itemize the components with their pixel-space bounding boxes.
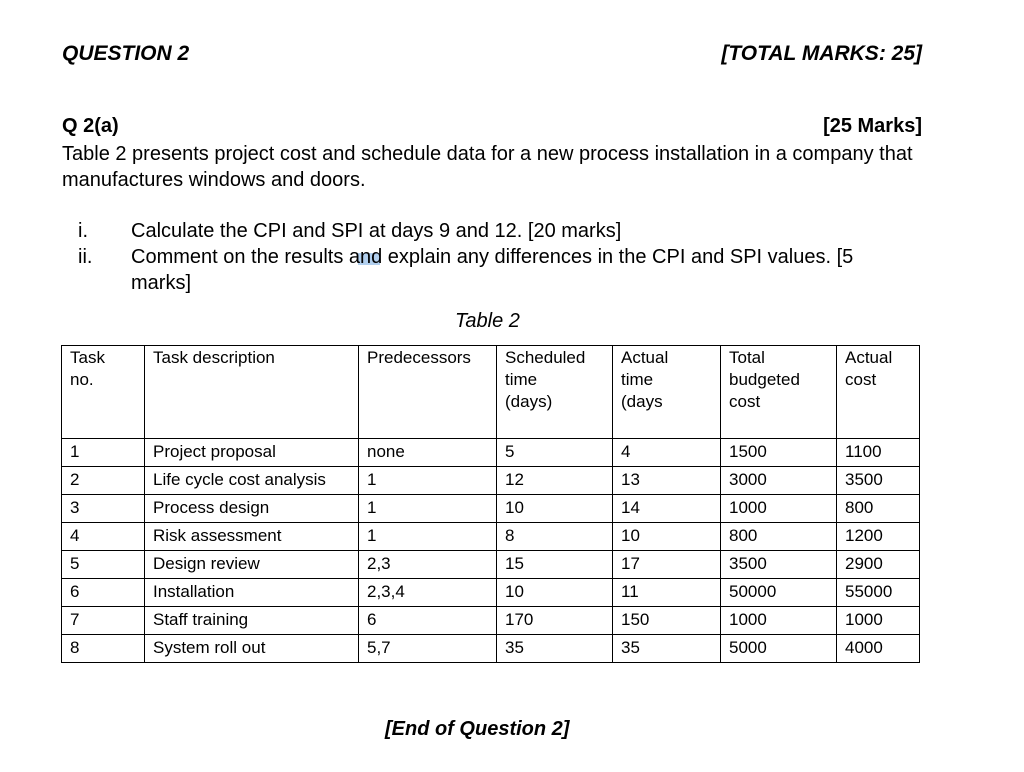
table-cell: 50000 <box>721 579 837 607</box>
table-cell: 12 <box>497 467 613 495</box>
table-row <box>62 607 920 635</box>
table-header-cell <box>497 346 613 439</box>
table-cell: 2 <box>62 467 145 495</box>
table-cell: 1000 <box>837 607 920 635</box>
table-cell: 170 <box>497 607 613 635</box>
table-cell: 15 <box>497 551 613 579</box>
header-line: time <box>505 370 538 389</box>
table-cell: 5 <box>497 439 613 467</box>
table-cell: 2900 <box>837 551 920 579</box>
list-item-number: i. <box>78 220 88 242</box>
table-cell: Staff training <box>145 607 359 635</box>
table-cell: 3000 <box>721 467 837 495</box>
table-cell: 17 <box>613 551 721 579</box>
table-cell: 5,7 <box>359 635 497 663</box>
table-header-cell <box>145 346 359 439</box>
header-line: Predecessors <box>367 348 471 367</box>
table-cell: 14 <box>613 495 721 523</box>
header-line: (days <box>621 392 663 411</box>
table-cell: 2,3 <box>359 551 497 579</box>
table-row <box>62 579 920 607</box>
table-cell: 4 <box>613 439 721 467</box>
table-cell: 4000 <box>837 635 920 663</box>
table-cell: 1 <box>359 523 497 551</box>
header-line: (days) <box>505 392 553 411</box>
table-row <box>62 495 920 523</box>
header-line: Total <box>729 348 765 367</box>
end-note: [End of Question 2] <box>385 718 570 740</box>
table-cell: 10 <box>613 523 721 551</box>
table-cell: Process design <box>145 495 359 523</box>
table-header-row <box>62 346 920 439</box>
question-title: QUESTION 2 <box>62 42 190 65</box>
table-cell: 10 <box>497 495 613 523</box>
table-row <box>62 467 920 495</box>
intro-paragraph: Table 2 presents project cost and schedule data for a new process installation in a company that manufactures windows and doors. <box>62 143 913 191</box>
table-cell: 1000 <box>721 607 837 635</box>
table-row <box>62 439 920 467</box>
part-label: Q 2(a) <box>62 115 119 137</box>
table-cell: 8 <box>497 523 613 551</box>
table-cell: Risk assessment <box>145 523 359 551</box>
data-table <box>61 345 920 663</box>
list-item-text: Calculate the CPI and SPI at days 9 and 12. [20 marks] <box>131 220 622 242</box>
table-cell: 5 <box>62 551 145 579</box>
header-line: no. <box>70 370 94 389</box>
table-cell: 1 <box>62 439 145 467</box>
table-row <box>62 523 920 551</box>
table-cell: 55000 <box>837 579 920 607</box>
table-cell: Installation <box>145 579 359 607</box>
table-cell: 6 <box>359 607 497 635</box>
table-cell: 13 <box>613 467 721 495</box>
table-header-cell <box>359 346 497 439</box>
table-cell: 3 <box>62 495 145 523</box>
table-cell: 11 <box>613 579 721 607</box>
table-cell: 150 <box>613 607 721 635</box>
table-cell: Life cycle cost analysis <box>145 467 359 495</box>
header-line: Actual <box>845 348 893 367</box>
table-cell: 5000 <box>721 635 837 663</box>
table-cell: System roll out <box>145 635 359 663</box>
table-row <box>62 635 920 663</box>
table-cell: Project proposal <box>145 439 359 467</box>
table-caption: Table 2 <box>455 310 520 332</box>
header-line: time <box>621 370 654 389</box>
table-cell: 6 <box>62 579 145 607</box>
table-row <box>62 551 920 579</box>
table-cell: 4 <box>62 523 145 551</box>
table-cell: 10 <box>497 579 613 607</box>
table-header-cell <box>721 346 837 439</box>
table-cell: 1200 <box>837 523 920 551</box>
table-body <box>62 439 920 663</box>
table-cell: 1 <box>359 467 497 495</box>
header-line: budgeted <box>729 370 800 389</box>
list-item-text: Comment on the results and explain any differences in the CPI and SPI values. [5 marks] <box>131 246 854 294</box>
table-cell: 800 <box>721 523 837 551</box>
table-cell: 1100 <box>837 439 920 467</box>
table-cell: 1500 <box>721 439 837 467</box>
table-cell: 8 <box>62 635 145 663</box>
header-line: cost <box>729 392 761 411</box>
table-cell: 35 <box>613 635 721 663</box>
table-header-cell <box>837 346 920 439</box>
table-cell: 800 <box>837 495 920 523</box>
total-marks: [TOTAL MARKS: 25] <box>721 42 922 65</box>
header-line: Scheduled <box>505 348 586 367</box>
table-header-cell <box>62 346 145 439</box>
table-cell: 3500 <box>837 467 920 495</box>
table-cell: 2,3,4 <box>359 579 497 607</box>
table-cell: 1000 <box>721 495 837 523</box>
table-cell: Design review <box>145 551 359 579</box>
table-cell: 1 <box>359 495 497 523</box>
table-cell: none <box>359 439 497 467</box>
header-line: cost <box>845 370 877 389</box>
header-line: Actual <box>621 348 669 367</box>
part-marks: [25 Marks] <box>823 115 922 137</box>
table-header-cell <box>613 346 721 439</box>
header-line: Task <box>70 348 105 367</box>
table-cell: 7 <box>62 607 145 635</box>
list-item-number: ii. <box>78 246 93 268</box>
table-cell: 3500 <box>721 551 837 579</box>
table-cell: 35 <box>497 635 613 663</box>
header-line: Task description <box>153 348 275 367</box>
